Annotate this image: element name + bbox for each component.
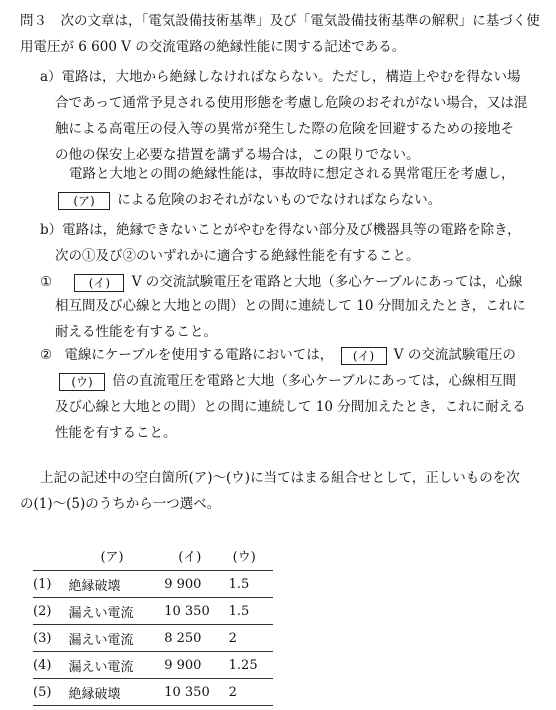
b-line-1: b）電路は，絶縁できないことがやむを得ない部分及び機器具等の電路を除き， [40,222,521,238]
b-item2-line-1 [40,345,516,365]
choice-i: 8 250 [164,625,228,652]
choices-header-row [33,540,273,571]
choice-number: (2) [33,598,68,625]
b-item2-after-box1: V の交流試験電圧の [393,347,516,363]
header-a: (ア) [100,549,124,565]
a-line-6 [55,190,441,210]
choice-number: (1) [33,571,68,598]
choice-a: 絶縁破壊 [68,571,164,598]
a-line-3: 触による高電圧の侵入等の異常が発生した際の危険を回避するための接地そ [55,121,514,137]
choice-u: 1.5 [229,571,273,598]
table-row [33,652,273,679]
header-no [33,540,68,571]
blank-i-box-1: (イ) [74,274,124,292]
b-item2-before-box: 電線にケーブルを使用する電路においては， [64,347,334,363]
choice-number: (4) [33,652,68,679]
choice-u: 2 [229,625,273,652]
table-row [33,571,273,598]
a-line-1: a）電路は，大地から絶縁しなければならない。ただし，構造上やむを得ない場 [40,69,521,85]
b-item1-line-1 [40,272,522,292]
choice-i: 9 900 [164,571,228,598]
blank-a-box: (ア) [58,192,110,210]
a-line-2: 合であって通常予見される使用形態を考慮し危険のおそれがない場合，又は混 [55,95,528,111]
choice-a: 漏えい電流 [68,652,164,679]
b-item1-line-3: 耐える性能を有すること。 [55,324,217,340]
table-row [33,625,273,652]
choice-u: 1.5 [229,598,273,625]
b-item1-line-2: 相互間及び心線と大地との間）との間に連続して 10 分間加えたとき，これに [55,298,526,314]
instruction-line-1: 上記の記述中の空白箇所(ア)～(ウ)に当てはまる組合せとして，正しいものを次 [40,470,520,486]
table-row [33,679,273,706]
blank-u-box: (ウ) [59,373,105,391]
a-line-5: 電路と大地との間の絶縁性能は，事故時に想定される異常電圧を考慮し， [69,166,515,182]
choice-a: 絶縁破壊 [68,679,164,706]
choice-a: 漏えい電流 [68,625,164,652]
choice-u: 2 [229,679,273,706]
b-item1-marker: ① [40,274,53,290]
b-item2-after-box2: 倍の直流電圧を電路と大地（多心ケーブルにあっては，心線相互間 [112,373,516,389]
question-line-1: 問３ 次の文章は，「電気設備技術基準」及び「電気設備技術基準の解釈」に基づく使 [20,13,540,29]
table-row [33,598,273,625]
b-item2-line-3: 及び心線と大地との間）との間に連続して 10 分間加えたとき，これに耐える [55,399,526,415]
choice-a: 漏えい電流 [68,598,164,625]
choice-i: 10 350 [164,598,228,625]
header-i: (イ) [178,549,202,565]
b-item2-line-4: 性能を有すること。 [55,425,177,441]
blank-i-box-2: (イ) [341,347,387,365]
b-line-2: 次の①及び②のいずれかに適合する絶縁性能を有すること。 [55,248,420,264]
choice-i: 10 350 [164,679,228,706]
choice-number: (3) [33,625,68,652]
b-item2-marker: ② [40,347,53,363]
choices-table [33,540,273,706]
a-line-6-text: による危険のおそれがないものでなければならない。 [117,192,442,208]
b-item1-line-1-text: V の交流試験電圧を電路と大地（多心ケーブルにあっては，心線 [131,274,523,290]
choice-number: (5) [33,679,68,706]
a-line-4: の他の保安上必要な措置を講ずる場合は，この限りでない。 [55,147,420,163]
choice-i: 9 900 [164,652,228,679]
b-item2-line-2 [55,371,516,391]
header-u: (ウ) [232,549,256,565]
choice-u: 1.25 [229,652,273,679]
question-line-2: 用電圧が 6 600 V の交流電路の絶縁性能に関する記述である。 [20,39,406,55]
instruction-line-2: の(1)～(5)のうちから一つ選べ。 [20,496,221,512]
